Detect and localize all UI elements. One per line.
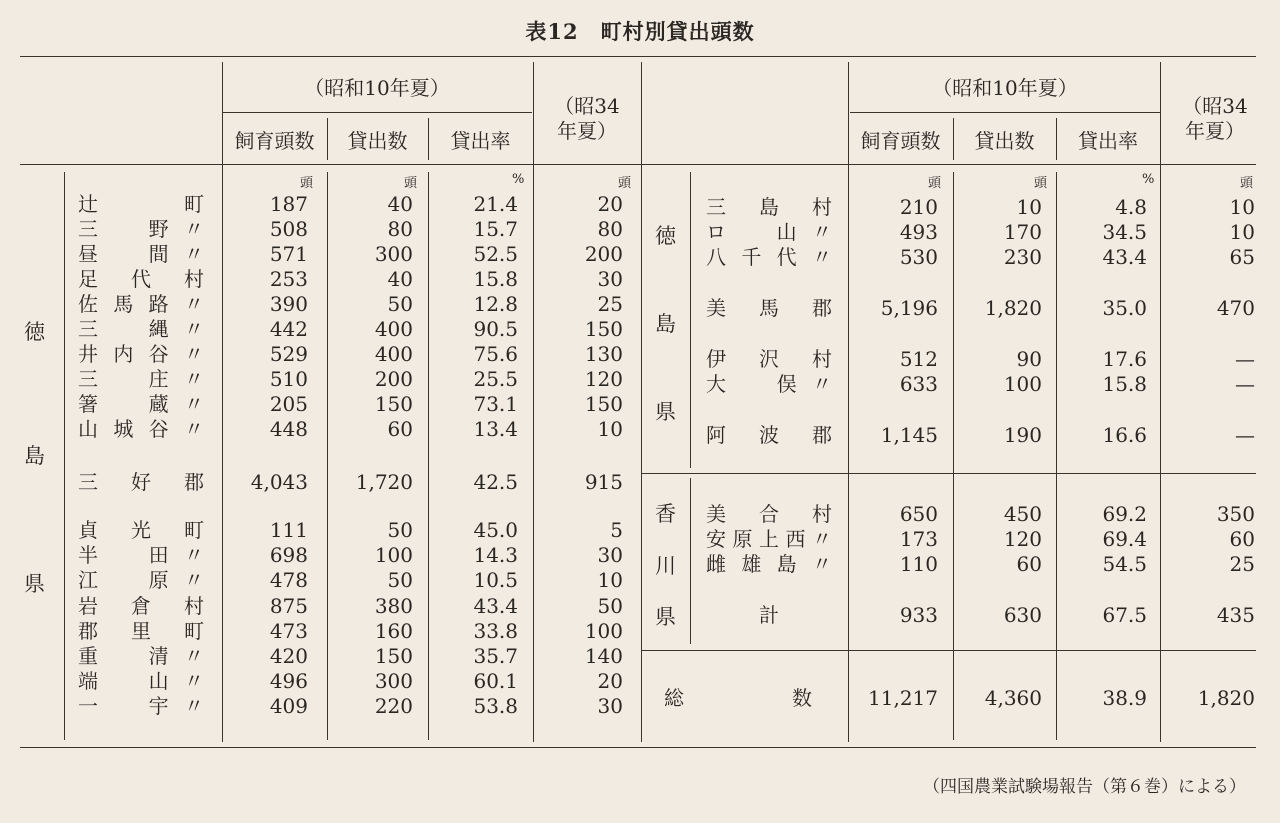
row-loans: 230 xyxy=(1003,245,1042,269)
row-animals: 530 xyxy=(899,245,938,269)
row-rate: 73.1 xyxy=(473,392,518,416)
right-col-divider-3 xyxy=(1160,62,1161,742)
row-s34: — xyxy=(1235,423,1255,447)
row-rate: 35.7 xyxy=(473,644,518,668)
total-label-char: 総 xyxy=(664,686,684,710)
row-s34: 20 xyxy=(597,669,623,694)
row-rate: 25.5 xyxy=(473,367,518,391)
right-col-header-loans: 貸出数 xyxy=(974,129,1035,153)
row-animals: 875 xyxy=(269,593,308,618)
row-s34: 915 xyxy=(584,470,623,494)
total-s34: 1,820 xyxy=(1197,686,1255,710)
row-s34: 30 xyxy=(597,694,623,719)
row-animals: 1,145 xyxy=(880,423,938,447)
row-name: ロ 山〃 xyxy=(706,220,832,244)
row-animals: 390 xyxy=(269,292,308,316)
row-name: 重 清〃 xyxy=(78,644,204,668)
left-unit-loans: 頭 xyxy=(404,176,418,191)
row-animals: 5,196 xyxy=(880,296,938,320)
row-loans: 50 xyxy=(387,292,413,316)
row-rate: 75.6 xyxy=(473,342,518,366)
row-rate: 13.4 xyxy=(473,417,518,441)
row-loans: 1,820 xyxy=(984,296,1042,320)
row-name: 三 庄〃 xyxy=(78,367,204,391)
row-rate: 42.5 xyxy=(473,470,518,494)
row-rate: 15.7 xyxy=(473,217,518,241)
row-loans: 630 xyxy=(1003,603,1042,627)
row-s34: 50 xyxy=(597,593,623,618)
row-rate: 15.8 xyxy=(1102,372,1147,396)
row-rate: 90.5 xyxy=(473,317,518,341)
row-loans: 200 xyxy=(374,367,413,391)
row-loans: 300 xyxy=(374,242,413,266)
row-rate: 16.6 xyxy=(1102,423,1147,447)
right-col-header-rate: 貸出率 xyxy=(1078,129,1138,153)
row-name: 江 原〃 xyxy=(78,568,204,593)
left-col-header-s34-line2: 年夏） xyxy=(557,119,617,143)
row-rate: 45.0 xyxy=(473,518,518,542)
header-rule xyxy=(20,164,1256,165)
left-unit-s34: 頭 xyxy=(618,176,632,191)
right-unit-rate: % xyxy=(1142,172,1155,187)
row-name: 大 俣〃 xyxy=(706,372,832,396)
row-name: 三 縄〃 xyxy=(78,317,204,341)
row-name: 美合村 xyxy=(706,502,832,526)
row-name: 足代村 xyxy=(78,267,204,291)
row-s34: 65 xyxy=(1229,245,1255,269)
total-loans: 4,360 xyxy=(984,686,1042,710)
row-name: 安原上西〃 xyxy=(706,527,832,551)
row-rate: 43.4 xyxy=(473,593,518,618)
right-col-header-s34-line2: 年夏） xyxy=(1185,119,1245,143)
row-s34: 350 xyxy=(1216,502,1255,526)
row-rate: 4.8 xyxy=(1115,195,1147,219)
row-name: 八千代〃 xyxy=(706,245,832,269)
row-s34: 200 xyxy=(584,242,623,266)
row-name: 辻 町 xyxy=(78,192,204,216)
right-group-label: （昭和10年夏） xyxy=(932,76,1078,100)
right-tokushima-prefecture-char: 徳 xyxy=(655,224,676,248)
row-name: 佐馬路〃 xyxy=(78,292,204,316)
row-name: 郡里町 xyxy=(78,618,204,643)
row-rate: 10.5 xyxy=(473,568,518,593)
row-loans: 190 xyxy=(1003,423,1042,447)
row-name: 三 野〃 xyxy=(78,217,204,241)
row-s34: 435 xyxy=(1216,603,1255,627)
row-name: 伊沢村 xyxy=(706,347,832,371)
left-col-header-s34-line1: （昭34 xyxy=(554,94,620,118)
row-animals: 529 xyxy=(269,342,308,366)
row-animals: 571 xyxy=(269,242,308,266)
row-loans: 90 xyxy=(1016,347,1042,371)
row-s34: 10 xyxy=(597,568,623,593)
top-rule xyxy=(20,56,1256,57)
left-col-header-loans: 貸出数 xyxy=(347,129,408,153)
left-unit-animals: 頭 xyxy=(300,176,314,191)
row-s34: 25 xyxy=(1229,552,1255,576)
row-s34: 30 xyxy=(597,543,623,568)
row-animals: 496 xyxy=(269,669,308,694)
row-animals: 698 xyxy=(269,543,308,568)
total-label-char: 数 xyxy=(792,686,812,710)
left-prefecture-char: 徳 xyxy=(24,320,45,344)
row-name: 貞光町 xyxy=(78,518,204,542)
row-name: 雌雄島〃 xyxy=(706,552,832,576)
right-tokushima-prefecture-char: 県 xyxy=(655,400,676,424)
row-s34: — xyxy=(1235,372,1255,396)
row-loans: 40 xyxy=(387,267,413,291)
row-animals: 409 xyxy=(269,694,308,719)
row-s34: 120 xyxy=(584,367,623,391)
row-animals: 210 xyxy=(899,195,938,219)
row-loans: 400 xyxy=(374,317,413,341)
row-loans: 50 xyxy=(387,518,413,542)
right-group-underline xyxy=(850,112,1160,113)
row-s34: 10 xyxy=(1229,220,1255,244)
row-loans: 40 xyxy=(387,192,413,216)
row-name: 一 宇〃 xyxy=(78,694,204,719)
center-divider xyxy=(641,62,642,742)
row-s34: 150 xyxy=(584,317,623,341)
row-name: 阿 波 郡 xyxy=(706,423,832,447)
right-col-header-s34-line1: （昭34 xyxy=(1182,94,1248,118)
left-pref-divider xyxy=(64,172,65,740)
row-s34: 80 xyxy=(597,217,623,241)
row-s34: 60 xyxy=(1229,527,1255,551)
right-pref-divider-kagawa xyxy=(690,478,691,644)
left-col-header-rate: 貸出率 xyxy=(450,129,511,153)
row-rate: 34.5 xyxy=(1102,220,1147,244)
row-loans: 1,720 xyxy=(355,470,413,494)
row-animals: 173 xyxy=(899,527,938,551)
row-animals: 4,043 xyxy=(250,470,308,494)
row-rate: 21.4 xyxy=(473,192,518,216)
row-name: 井内谷〃 xyxy=(78,342,204,366)
row-animals: 205 xyxy=(269,392,308,416)
row-rate: 35.0 xyxy=(1102,296,1147,320)
row-animals: 510 xyxy=(269,367,308,391)
row-name: 山城谷〃 xyxy=(78,417,204,441)
kagawa-section-rule xyxy=(642,473,1256,474)
row-loans: 450 xyxy=(1003,502,1042,526)
row-name: 三 好 郡 xyxy=(78,470,204,494)
right-kagawa-prefecture-char: 川 xyxy=(655,554,676,578)
total-animals: 11,217 xyxy=(868,686,938,710)
row-animals: 633 xyxy=(899,372,938,396)
right-unit-s34: 頭 xyxy=(1240,176,1254,191)
row-loans: 400 xyxy=(374,342,413,366)
row-rate: 60.1 xyxy=(473,669,518,694)
row-loans: 380 xyxy=(374,593,413,618)
left-group-label: （昭和10年夏） xyxy=(304,76,450,100)
row-animals: 448 xyxy=(269,417,308,441)
right-unit-animals: 頭 xyxy=(928,176,942,191)
row-s34: 140 xyxy=(584,644,623,668)
row-rate: 52.5 xyxy=(473,242,518,266)
row-loans: 50 xyxy=(387,568,413,593)
row-rate: 54.5 xyxy=(1102,552,1147,576)
row-loans: 60 xyxy=(387,417,413,441)
row-s34: 100 xyxy=(584,618,623,643)
row-s34: 5 xyxy=(610,518,623,542)
row-rate: 43.4 xyxy=(1102,245,1147,269)
left-unit-rate: % xyxy=(512,172,525,187)
row-animals: 473 xyxy=(269,618,308,643)
row-s34: 25 xyxy=(597,292,623,316)
row-loans: 80 xyxy=(387,217,413,241)
row-loans: 10 xyxy=(1016,195,1042,219)
row-rate: 17.6 xyxy=(1102,347,1147,371)
row-animals: 493 xyxy=(899,220,938,244)
bottom-rule xyxy=(20,747,1256,748)
left-col-header-animals: 飼育頭数 xyxy=(234,129,315,153)
row-animals: 420 xyxy=(269,644,308,668)
row-name: 半 田〃 xyxy=(78,543,204,568)
row-loans: 220 xyxy=(374,694,413,719)
left-prefecture-char: 県 xyxy=(24,572,45,596)
row-animals: 508 xyxy=(269,217,308,241)
right-tokushima-prefecture-char: 島 xyxy=(655,312,676,336)
row-s34: 10 xyxy=(1229,195,1255,219)
row-s34: 10 xyxy=(597,417,623,441)
row-loans: 150 xyxy=(374,644,413,668)
row-name: 三島村 xyxy=(706,195,832,219)
left-group-underline xyxy=(222,112,532,113)
row-animals: 110 xyxy=(899,552,938,576)
row-name: 計 xyxy=(759,603,779,627)
row-animals: 253 xyxy=(269,267,308,291)
row-animals: 933 xyxy=(899,603,938,627)
left-prefecture-char: 島 xyxy=(24,444,45,468)
row-rate: 15.8 xyxy=(473,267,518,291)
total-section-rule xyxy=(642,650,1256,651)
row-s34: 20 xyxy=(597,192,623,216)
right-kagawa-prefecture-char: 香 xyxy=(655,502,676,526)
row-s34: 470 xyxy=(1216,296,1255,320)
row-rate: 33.8 xyxy=(473,618,518,643)
row-rate: 14.3 xyxy=(473,543,518,568)
right-col-header-animals: 飼育頭数 xyxy=(860,129,941,153)
row-rate: 69.4 xyxy=(1102,527,1147,551)
row-rate: 67.5 xyxy=(1102,603,1147,627)
row-s34: 150 xyxy=(584,392,623,416)
row-animals: 187 xyxy=(269,192,308,216)
row-animals: 478 xyxy=(269,568,308,593)
row-animals: 650 xyxy=(899,502,938,526)
right-pref-divider xyxy=(690,172,691,468)
row-loans: 120 xyxy=(1003,527,1042,551)
row-animals: 442 xyxy=(269,317,308,341)
row-rate: 53.8 xyxy=(473,694,518,719)
row-name: 端 山〃 xyxy=(78,669,204,694)
row-name: 箸 蔵〃 xyxy=(78,392,204,416)
row-animals: 111 xyxy=(269,518,308,542)
row-loans: 60 xyxy=(1016,552,1042,576)
row-rate: 69.2 xyxy=(1102,502,1147,526)
row-s34: 30 xyxy=(597,267,623,291)
total-rate: 38.9 xyxy=(1102,686,1147,710)
row-loans: 160 xyxy=(374,618,413,643)
table-title: 表12 町村別貸出頭数 xyxy=(525,19,755,44)
row-loans: 170 xyxy=(1003,220,1042,244)
row-loans: 300 xyxy=(374,669,413,694)
source-note: （四国農業試験場報告（第６巻）による） xyxy=(923,777,1246,797)
row-name: 昼 間〃 xyxy=(78,242,204,266)
right-unit-loans: 頭 xyxy=(1034,176,1048,191)
right-name-divider xyxy=(848,62,849,742)
row-loans: 150 xyxy=(374,392,413,416)
right-kagawa-prefecture-char: 県 xyxy=(655,605,676,629)
row-name: 岩倉村 xyxy=(78,593,204,618)
row-name: 美 馬 郡 xyxy=(706,296,832,320)
row-animals: 512 xyxy=(899,347,938,371)
row-rate: 12.8 xyxy=(473,292,518,316)
row-loans: 100 xyxy=(1003,372,1042,396)
row-s34: 130 xyxy=(584,342,623,366)
row-loans: 100 xyxy=(374,543,413,568)
row-s34: — xyxy=(1235,347,1255,371)
